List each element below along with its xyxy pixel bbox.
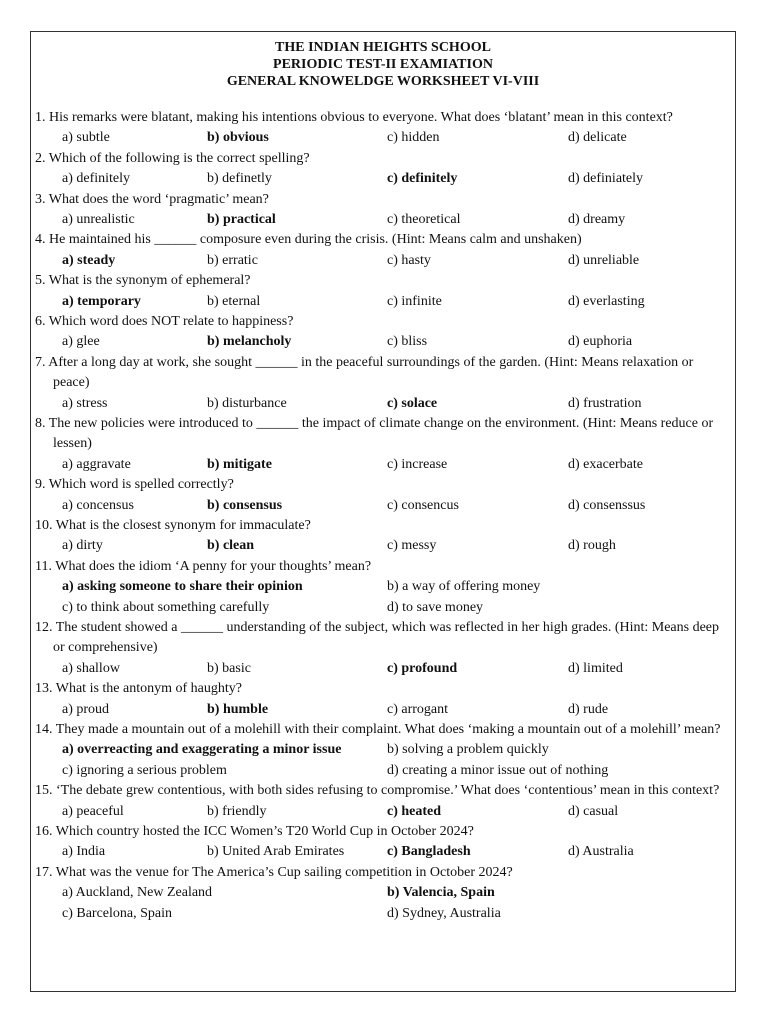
options-row <box>35 496 729 516</box>
answer-option: b) erratic <box>207 252 258 268</box>
options-row <box>35 700 729 720</box>
answer-option-correct: b) melancholy <box>207 334 292 350</box>
question-text: 15. ‘The debate grew contentious, with both sides refusing to compromise.’ What does ‘contentious’ mean in this context? <box>35 783 720 799</box>
answer-option: a) India <box>62 844 106 860</box>
answer-option-correct: b) clean <box>207 538 255 554</box>
options-row <box>35 210 729 230</box>
question-item <box>35 108 729 149</box>
question-item <box>35 149 729 190</box>
answer-option: d) creating a minor issue out of nothing <box>387 762 609 778</box>
answer-option: d) limited <box>568 660 623 676</box>
answer-option: b) United Arab Emirates <box>207 844 345 860</box>
answer-option: d) definiately <box>568 171 644 187</box>
options-row <box>35 455 729 475</box>
options-row <box>35 251 729 271</box>
answer-option: a) proud <box>62 701 110 717</box>
answer-option: d) rough <box>568 538 616 554</box>
answer-option-correct: c) profound <box>387 660 458 676</box>
options-row <box>35 659 729 679</box>
school-name: THE INDIAN HEIGHTS SCHOOL <box>275 40 491 55</box>
answer-option: c) ignoring a serious problem <box>62 762 227 778</box>
question-item <box>35 679 729 720</box>
options-row <box>35 394 729 414</box>
answer-option: d) dreamy <box>568 212 626 227</box>
question-item <box>35 271 729 312</box>
options-row <box>35 169 729 189</box>
question-text: 5. What is the synonym of ephemeral? <box>35 273 251 289</box>
question-item <box>35 230 729 271</box>
question-text: 17. What was the venue for The America’s Cup sailing competition in October 2024? <box>35 864 513 880</box>
answer-option: a) stress <box>62 395 108 411</box>
question-text: 1. His remarks were blatant, making his intentions obvious to everyone. What does ‘blatant’ mean in this context? <box>35 110 673 125</box>
answer-option-correct: a) temporary <box>62 293 141 309</box>
question-item <box>35 312 729 353</box>
answer-option: c) theoretical <box>387 212 461 227</box>
answer-option: a) definitely <box>62 171 131 187</box>
answer-option: d) to save money <box>387 599 484 615</box>
answer-option: a) peaceful <box>62 803 124 819</box>
answer-option-correct: b) consensus <box>207 497 283 513</box>
question-item <box>35 557 729 618</box>
question-item <box>35 863 729 924</box>
answer-option: a) unrealistic <box>62 212 135 227</box>
answer-option: d) casual <box>568 803 619 819</box>
answer-option: a) subtle <box>62 130 110 146</box>
question-text: 2. Which of the following is the correct spelling? <box>35 150 310 166</box>
answer-option: c) hidden <box>387 130 440 146</box>
answer-option: c) to think about something carefully <box>62 599 270 615</box>
answer-option: a) shallow <box>62 660 120 676</box>
options-row <box>35 740 729 760</box>
options-row <box>35 577 729 597</box>
answer-option: a) aggravate <box>62 456 131 472</box>
answer-option: d) rude <box>568 701 609 717</box>
question-item <box>35 618 729 679</box>
answer-option-correct: c) Bangladesh <box>387 844 471 860</box>
answer-option-correct: b) mitigate <box>207 456 272 472</box>
answer-option-correct: a) asking someone to share their opinion <box>62 579 303 595</box>
answer-option: b) solving a problem quickly <box>387 742 549 758</box>
answer-option-correct: b) obvious <box>207 130 269 146</box>
question-text: 13. What is the antonym of haughty? <box>35 681 242 697</box>
question-item <box>35 516 729 557</box>
options-row <box>35 332 729 352</box>
options-row <box>35 904 729 924</box>
question-list <box>35 108 729 924</box>
answer-option: c) Barcelona, Spain <box>62 905 173 921</box>
options-row <box>35 536 729 556</box>
answer-option: c) infinite <box>387 293 442 309</box>
answer-option-correct: a) steady <box>62 252 116 268</box>
answer-option-correct: c) heated <box>387 803 442 819</box>
worksheet-title: GENERAL KNOWELDGE WORKSHEET VI-VIII <box>226 74 540 89</box>
options-row <box>35 761 729 781</box>
answer-option: a) dirty <box>62 538 103 554</box>
answer-option-correct: b) Valencia, Spain <box>387 885 495 901</box>
answer-option: b) disturbance <box>207 395 287 411</box>
question-item <box>35 475 729 516</box>
answer-option: d) consenssus <box>568 497 646 513</box>
answer-option: d) delicate <box>568 130 627 146</box>
answer-option: d) unreliable <box>568 252 640 268</box>
question-text: 11. What does the idiom ‘A penny for your thoughts’ mean? <box>35 558 372 574</box>
options-row <box>35 292 729 312</box>
question-item <box>35 353 729 414</box>
question-text: 7. After a long day at work, she sought ______ in the peaceful surroundings of the garden. (Hint: Means relaxation or peace) <box>35 354 694 391</box>
answer-option: d) frustration <box>568 395 642 411</box>
answer-option: b) basic <box>207 660 251 676</box>
answer-option: b) definetly <box>207 171 272 187</box>
answer-option: a) Auckland, New Zealand <box>62 885 213 901</box>
answer-option: d) exacerbate <box>568 456 643 472</box>
question-text: 12. The student showed a ______ understanding of the subject, which was reflected in her high grades. (Hint: Means deep or comprehensive) <box>35 619 720 656</box>
question-item <box>35 720 729 781</box>
answer-option: a) concensus <box>62 497 134 513</box>
answer-option: d) everlasting <box>568 293 645 309</box>
question-text: 6. Which word does NOT relate to happiness? <box>35 313 294 329</box>
answer-option-correct: b) practical <box>207 212 276 227</box>
question-text: 9. Which word is spelled correctly? <box>35 477 234 493</box>
answer-option: c) arrogant <box>387 701 449 717</box>
exam-title: PERIODIC TEST-II EXAMIATION <box>273 57 493 72</box>
question-item <box>35 822 729 863</box>
options-row <box>35 128 729 148</box>
answer-option: d) Sydney, Australia <box>387 905 501 921</box>
options-row <box>35 842 729 862</box>
worksheet-header <box>31 32 735 90</box>
question-text: 10. What is the closest synonym for immaculate? <box>35 517 311 533</box>
answer-option: b) a way of offering money <box>387 579 541 595</box>
answer-option: a) glee <box>62 334 100 350</box>
question-item <box>35 414 729 475</box>
options-row <box>35 598 729 618</box>
question-text: 16. Which country hosted the ICC Women’s T20 World Cup in October 2024? <box>35 823 474 839</box>
answer-option-correct: b) humble <box>207 701 269 717</box>
answer-option: d) euphoria <box>568 334 633 350</box>
question-text: 4. He maintained his ______ composure even during the crisis. (Hint: Means calm and unshaken) <box>35 232 582 248</box>
options-row <box>35 802 729 822</box>
answer-option-correct: c) solace <box>387 395 438 411</box>
question-text: 3. What does the word ‘pragmatic’ mean? <box>35 191 269 207</box>
answer-option-correct: a) overreacting and exaggerating a minor issue <box>62 742 342 758</box>
answer-option: b) friendly <box>207 803 267 819</box>
question-item <box>35 781 729 822</box>
options-row <box>35 883 729 903</box>
question-item <box>35 190 729 231</box>
worksheet-page <box>30 31 736 992</box>
question-text: 14. They made a mountain out of a molehill with their complaint. What does ‘making a mountain out of a molehill’ mean? <box>35 721 721 737</box>
answer-option-correct: c) definitely <box>387 171 458 187</box>
answer-option: c) messy <box>387 538 437 554</box>
answer-option: c) increase <box>387 456 448 472</box>
question-text: 8. The new policies were introduced to ______ the impact of climate change on the environment. (Hint: Means reduce or lessen) <box>35 415 714 452</box>
answer-option: c) bliss <box>387 334 428 350</box>
answer-option: b) eternal <box>207 293 261 309</box>
answer-option: c) consencus <box>387 497 459 513</box>
answer-option: c) hasty <box>387 252 431 268</box>
answer-option: d) Australia <box>568 844 634 860</box>
